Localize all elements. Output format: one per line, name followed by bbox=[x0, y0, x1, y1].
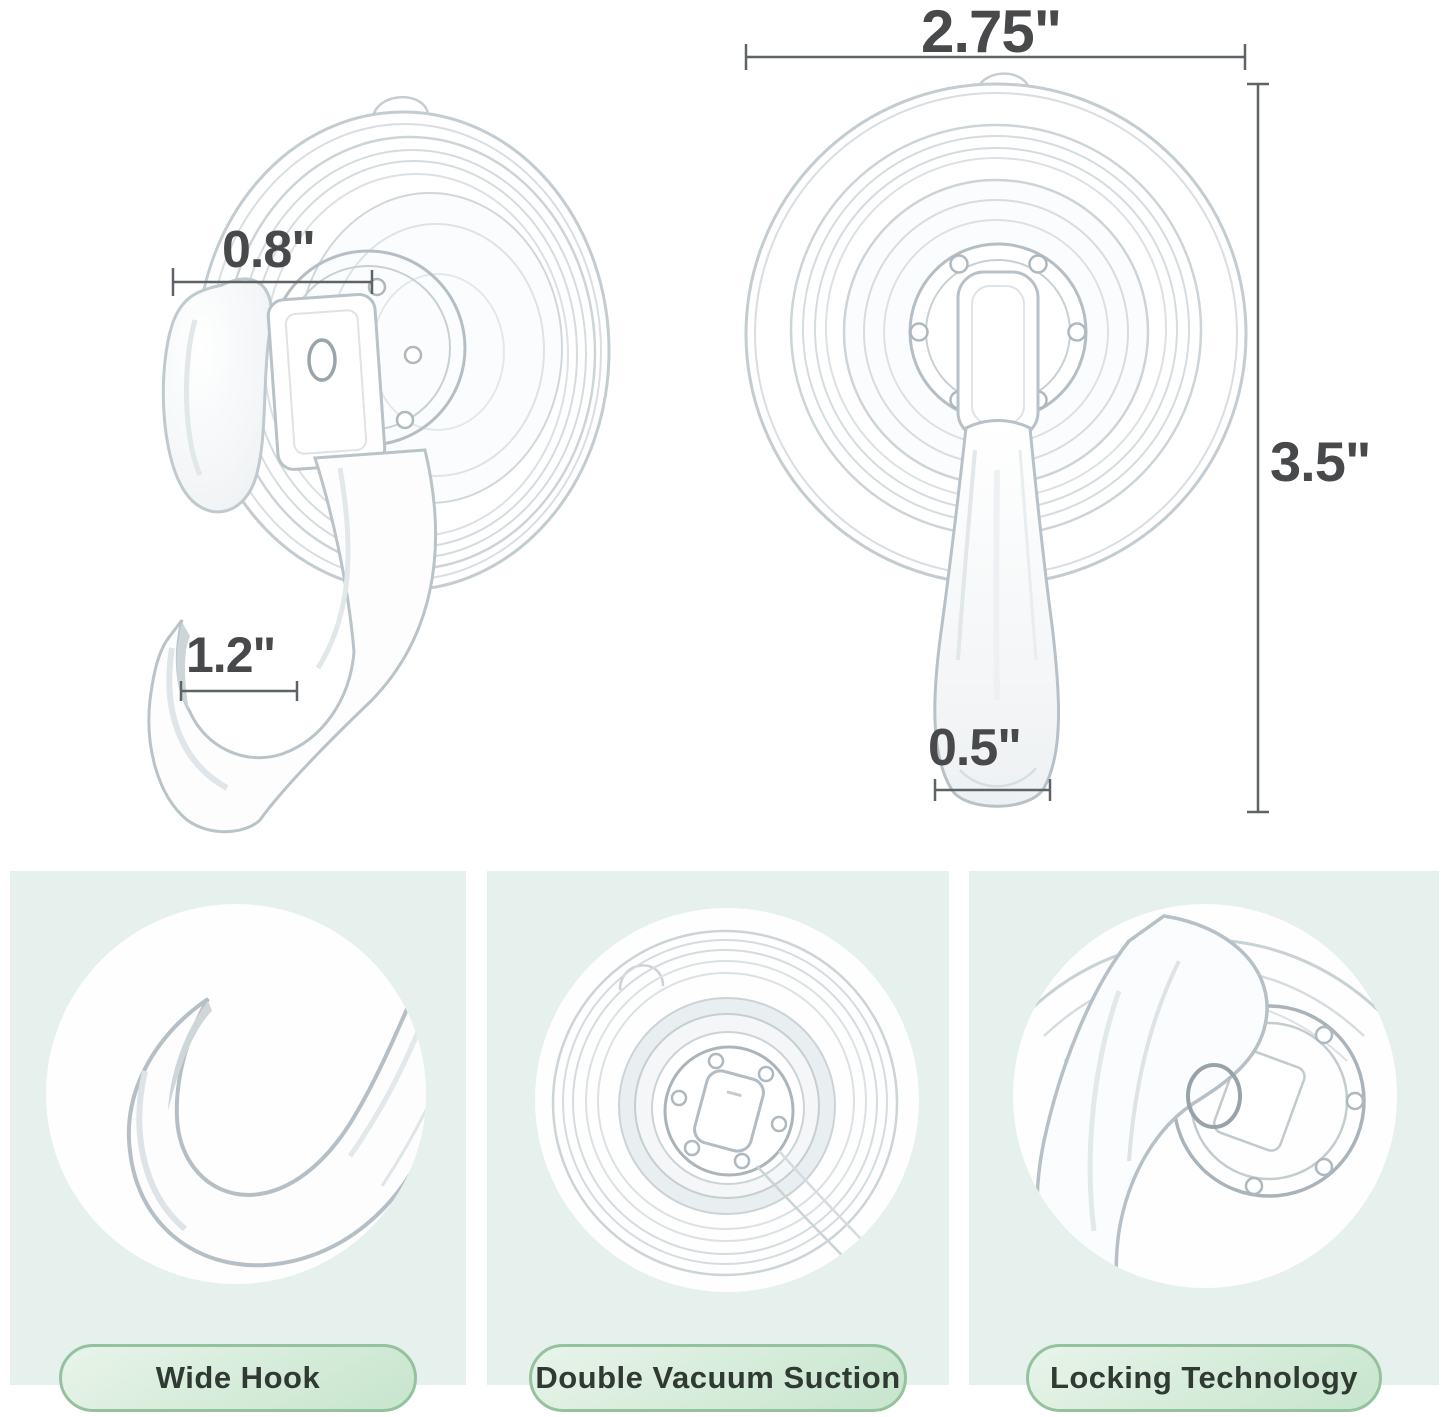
dimension-label-total-height: 3.5" bbox=[1270, 430, 1371, 493]
feature-panel-wide-hook bbox=[10, 871, 466, 1395]
wide-hook-illustration bbox=[10, 871, 466, 1385]
feature-badge-label: Double Vacuum Suction bbox=[535, 1360, 901, 1395]
feature-badge-double-vacuum-suction bbox=[529, 1344, 907, 1412]
side-view-art bbox=[149, 97, 609, 832]
locking-technology-illustration bbox=[969, 871, 1439, 1385]
feature-badge-label: Locking Technology bbox=[1049, 1360, 1359, 1395]
feature-panel-locking-technology bbox=[969, 871, 1439, 1395]
side-view-lever-knob bbox=[267, 293, 386, 470]
double-vacuum-suction-illustration bbox=[487, 871, 949, 1385]
dimension-label-hub-width: 0.8" bbox=[222, 221, 315, 279]
front-view-art bbox=[746, 74, 1246, 807]
dimension-label-hook-width: 1.2" bbox=[186, 627, 276, 683]
dimension-label-cup-diameter: 2.75" bbox=[921, 0, 1062, 65]
feature-panel-double-vacuum-suction bbox=[487, 871, 949, 1395]
dimension-label-tip-width: 0.5" bbox=[928, 719, 1021, 777]
feature-badge-label: Wide Hook bbox=[155, 1360, 321, 1395]
feature-badge-locking-technology bbox=[1026, 1344, 1382, 1412]
feature-badge-wide-hook bbox=[59, 1344, 417, 1412]
